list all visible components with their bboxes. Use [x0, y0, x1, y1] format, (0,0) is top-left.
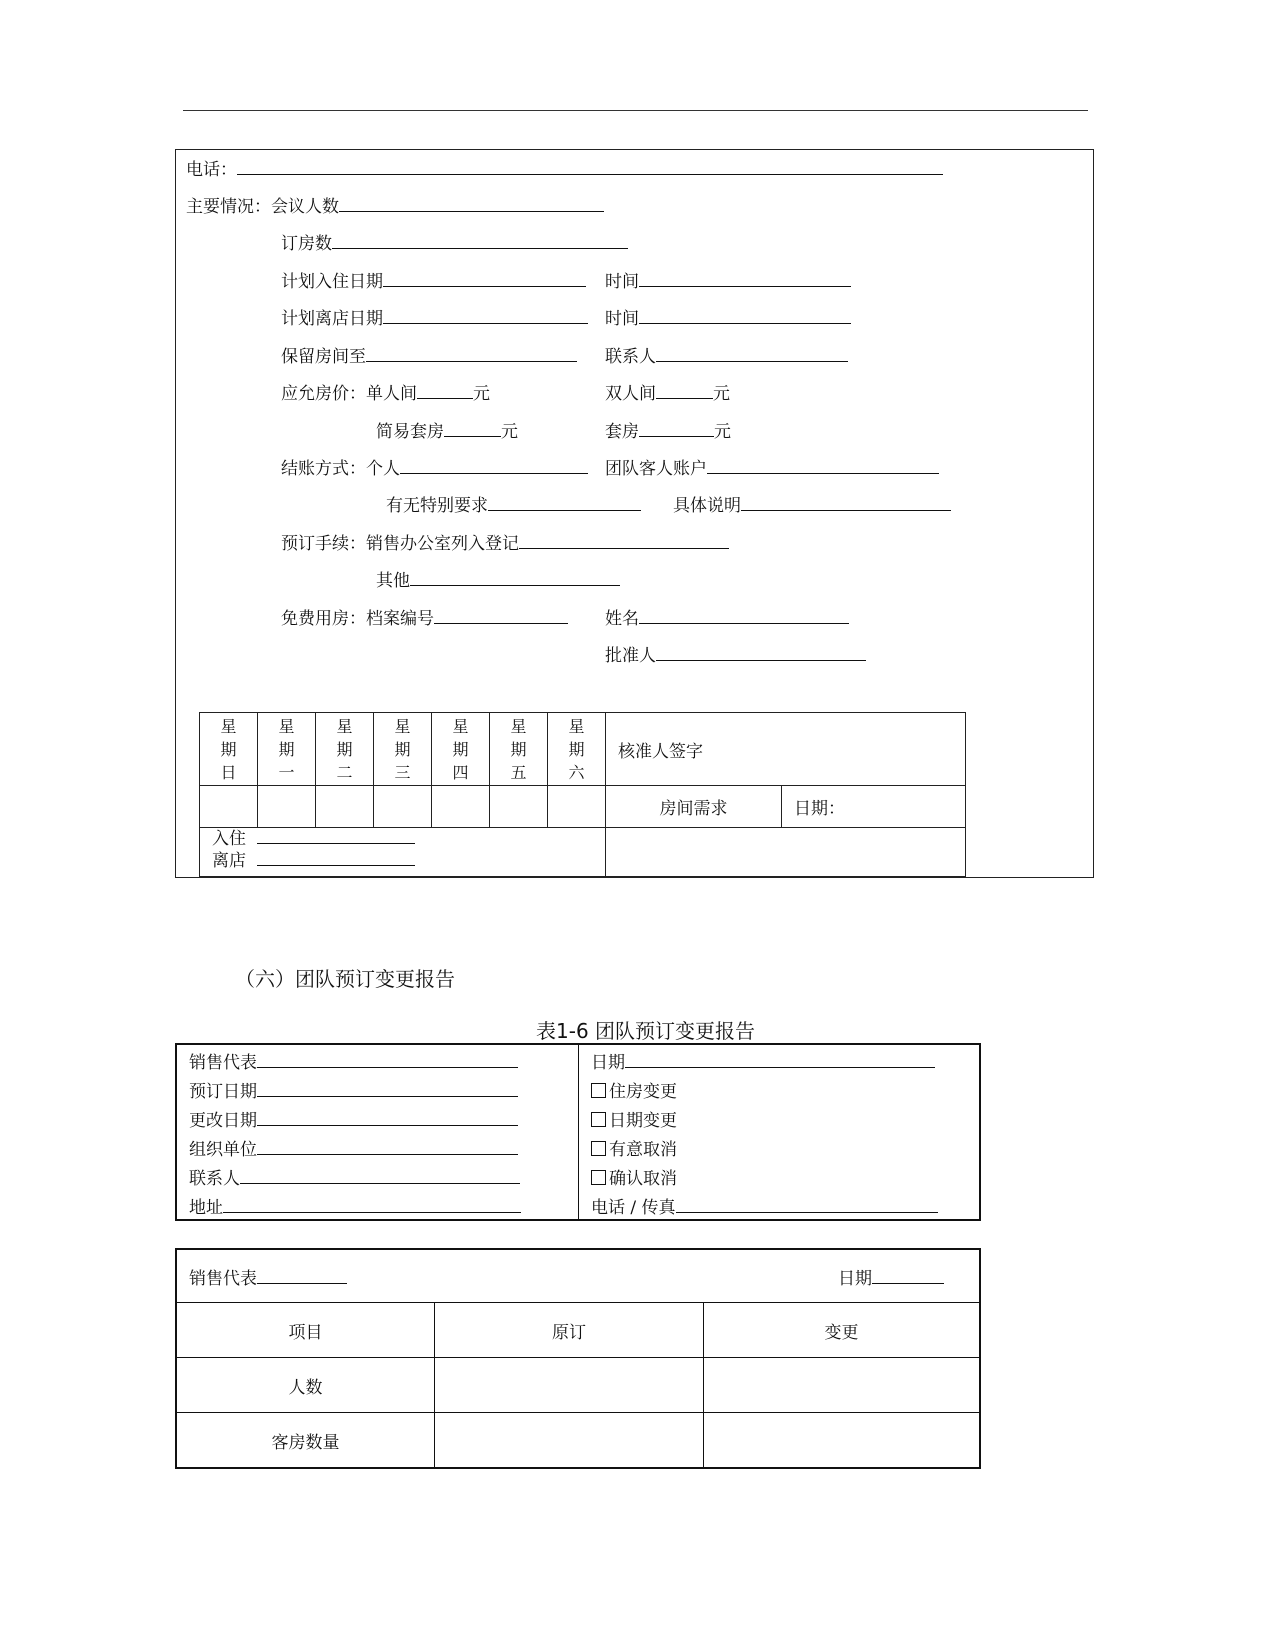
day-mon: 星 期 一	[258, 713, 316, 786]
date-field[interactable]	[625, 1066, 935, 1068]
free-rooms-row	[281, 609, 568, 629]
file-number-label: 档案编号	[366, 609, 434, 629]
row-label-headcount: 人数	[176, 1358, 435, 1413]
room-demand-cell	[606, 786, 782, 828]
check-intended-cancel[interactable]	[591, 1140, 677, 1160]
room-count-original-cell[interactable]	[435, 1413, 704, 1469]
date-cell[interactable]	[782, 786, 966, 828]
phone-fax-field[interactable]	[676, 1211, 938, 1213]
checkbox-icon[interactable]	[591, 1141, 606, 1156]
yuan-label: 元	[714, 422, 731, 442]
day-sun-value[interactable]	[200, 786, 258, 828]
checkout-row	[281, 309, 588, 329]
phone-fax-label: 电话 / 传真	[591, 1198, 676, 1218]
contact-row	[605, 347, 848, 367]
day-thu-value[interactable]	[432, 786, 490, 828]
booking-date-field[interactable]	[257, 1095, 518, 1097]
header-item: 项目	[176, 1303, 435, 1358]
date-group	[838, 1264, 944, 1289]
phone-label: 电话：	[186, 160, 237, 180]
checkout-label: 离店	[212, 851, 246, 871]
sales-rep-field[interactable]	[257, 1066, 518, 1068]
checkbox-icon[interactable]	[591, 1170, 606, 1185]
other-row	[376, 571, 620, 591]
day-tue-value[interactable]	[316, 786, 374, 828]
booking-date-row	[189, 1082, 518, 1102]
organization-row	[189, 1140, 518, 1160]
room-count-change-cell[interactable]	[704, 1413, 981, 1469]
day-tue: 星 期 二	[316, 713, 374, 786]
simple-suite-row	[376, 422, 518, 442]
double-room-row	[605, 384, 730, 404]
change-date-field[interactable]	[257, 1124, 518, 1126]
header-rule	[183, 110, 1088, 111]
rooms-booked-label: 订房数	[281, 234, 332, 254]
contact-field[interactable]	[656, 360, 848, 362]
check-confirmed-cancel[interactable]	[591, 1169, 677, 1189]
hold-rooms-row	[281, 347, 577, 367]
approver-row	[605, 646, 866, 666]
suite-field[interactable]	[639, 435, 714, 437]
change-date-row	[189, 1111, 518, 1131]
checkout-line	[212, 850, 605, 872]
room-rate-label: 应允房价：	[281, 384, 366, 404]
day-sun: 星 期 日	[200, 713, 258, 786]
checkout-date-label: 计划离店日期	[281, 309, 383, 329]
sales-office-label: 销售办公室列入登记	[366, 534, 519, 554]
change-date-label: 更改日期	[189, 1111, 257, 1131]
double-room-field[interactable]	[656, 397, 713, 399]
rooms-booked-field[interactable]	[332, 247, 628, 249]
day-sat-value[interactable]	[548, 786, 606, 828]
checkin-date-label: 计划入住日期	[281, 272, 383, 292]
day-sat: 星 期 六	[548, 713, 606, 786]
checkout-time-row	[605, 309, 851, 329]
checkin-time-field[interactable]	[639, 285, 851, 287]
main-situation-label: 主要情况：	[186, 197, 271, 217]
day-wed-value[interactable]	[374, 786, 432, 828]
file-number-field[interactable]	[434, 622, 568, 624]
name-label: 姓名	[605, 609, 639, 629]
check-date-change[interactable]	[591, 1111, 677, 1131]
room-rate-row	[281, 384, 490, 404]
rooms-booked-row	[281, 234, 628, 254]
special-request-field[interactable]	[488, 509, 641, 511]
approver-signature-label: 核准人签字	[618, 741, 703, 762]
special-request-row	[386, 496, 641, 516]
organization-field[interactable]	[257, 1153, 518, 1155]
form-divider	[578, 1045, 579, 1219]
intended-cancel-label: 有意取消	[609, 1140, 677, 1160]
group-account-field[interactable]	[707, 472, 939, 474]
meeting-count-row	[186, 197, 604, 217]
hold-rooms-field[interactable]	[366, 360, 577, 362]
sales-rep-field[interactable]	[257, 1282, 347, 1284]
checkbox-icon[interactable]	[591, 1083, 606, 1098]
checkin-time-row	[605, 272, 851, 292]
suite-label: 套房	[605, 422, 639, 442]
date-label: 日期	[838, 1268, 872, 1289]
checkout-date-field[interactable]	[383, 322, 588, 324]
checkout-time-label: 时间	[605, 309, 639, 329]
checkin-label: 入住	[212, 829, 246, 849]
section-title: （六）团队预订变更报告	[235, 967, 455, 991]
booking-procedure-label: 预订手续：	[281, 534, 366, 554]
housing-change-label: 住房变更	[609, 1082, 677, 1102]
change-report-form	[175, 1043, 981, 1221]
contact-person-field[interactable]	[240, 1182, 520, 1184]
name-field[interactable]	[639, 622, 849, 624]
group-booking-form	[175, 149, 1094, 878]
payment-label: 结账方式：	[281, 459, 366, 479]
simple-suite-label: 简易套房	[376, 422, 444, 442]
sales-rep-row	[189, 1053, 518, 1073]
date-row	[591, 1053, 935, 1073]
yuan-label: 元	[501, 422, 518, 442]
group-account-row	[605, 459, 939, 479]
day-fri: 星 期 五	[490, 713, 548, 786]
details-row	[673, 496, 951, 516]
change-table	[175, 1248, 981, 1469]
other-field[interactable]	[410, 584, 620, 586]
address-row	[189, 1198, 521, 1218]
group-account-label: 团队客人账户	[605, 459, 707, 479]
date-label: 日期：	[794, 799, 845, 819]
header-original: 原订	[435, 1303, 704, 1358]
approver-field[interactable]	[656, 659, 866, 661]
approver-label: 批准人	[605, 646, 656, 666]
row-label-room-count: 客房数量	[176, 1413, 435, 1469]
checkin-time-label: 时间	[605, 272, 639, 292]
booking-procedure-row	[281, 534, 729, 554]
details-label: 具体说明	[673, 496, 741, 516]
check-housing-change[interactable]	[591, 1082, 677, 1102]
simple-suite-field[interactable]	[444, 435, 501, 437]
booking-date-label: 预订日期	[189, 1082, 257, 1102]
day-thu: 星 期 四	[432, 713, 490, 786]
change-table-header-row	[176, 1249, 980, 1303]
contact-person-label: 联系人	[189, 1169, 240, 1189]
special-request-label: 有无特别要求	[386, 496, 488, 516]
checkin-row	[281, 272, 586, 292]
personal-field[interactable]	[400, 472, 588, 474]
date-label: 日期	[591, 1053, 625, 1073]
date-field[interactable]	[872, 1282, 944, 1284]
headcount-change-cell[interactable]	[704, 1358, 981, 1413]
other-label: 其他	[376, 571, 410, 591]
day-mon-value[interactable]	[258, 786, 316, 828]
yuan-label: 元	[713, 384, 730, 404]
confirmed-cancel-label: 确认取消	[609, 1169, 677, 1189]
room-demand-label: 房间需求	[659, 799, 728, 819]
table-caption: 表1-6 团队预订变更报告	[536, 1019, 756, 1043]
phone-field[interactable]	[237, 173, 943, 175]
organization-label: 组织单位	[189, 1140, 257, 1160]
address-label: 地址	[189, 1198, 223, 1218]
double-room-label: 双人间	[605, 384, 656, 404]
approver-signature-cell[interactable]	[606, 713, 966, 786]
checkin-checkout-cell	[200, 828, 606, 877]
payment-row	[281, 459, 588, 479]
checkbox-icon[interactable]	[591, 1112, 606, 1127]
suite-row	[605, 422, 731, 442]
name-row	[605, 609, 849, 629]
sales-office-field[interactable]	[519, 547, 729, 549]
checkin-field[interactable]	[257, 842, 415, 844]
day-wed: 星 期 三	[374, 713, 432, 786]
checkout-field[interactable]	[257, 864, 415, 866]
checkout-time-field[interactable]	[639, 322, 851, 324]
meeting-count-field[interactable]	[339, 210, 604, 212]
meeting-count-label: 会议人数	[271, 197, 339, 217]
checkin-line	[212, 828, 605, 850]
details-field[interactable]	[741, 509, 951, 511]
address-field[interactable]	[223, 1211, 521, 1213]
personal-label: 个人	[366, 459, 400, 479]
phone-fax-row	[591, 1198, 938, 1218]
day-fri-value[interactable]	[490, 786, 548, 828]
header-change: 变更	[704, 1303, 981, 1358]
yuan-label: 元	[473, 384, 490, 404]
single-room-field[interactable]	[417, 397, 473, 399]
signature-area[interactable]	[606, 828, 966, 877]
sales-rep-label: 销售代表	[189, 1053, 257, 1073]
phone-row	[186, 160, 943, 180]
hold-rooms-label: 保留房间至	[281, 347, 366, 367]
checkin-date-field[interactable]	[383, 285, 586, 287]
single-room-label: 单人间	[366, 384, 417, 404]
weekday-table	[199, 712, 966, 877]
headcount-original-cell[interactable]	[435, 1358, 704, 1413]
free-rooms-label: 免费用房：	[281, 609, 366, 629]
sales-rep-label: 销售代表	[189, 1268, 257, 1289]
contact-person-row	[189, 1169, 520, 1189]
contact-label: 联系人	[605, 347, 656, 367]
date-change-label: 日期变更	[609, 1111, 677, 1131]
